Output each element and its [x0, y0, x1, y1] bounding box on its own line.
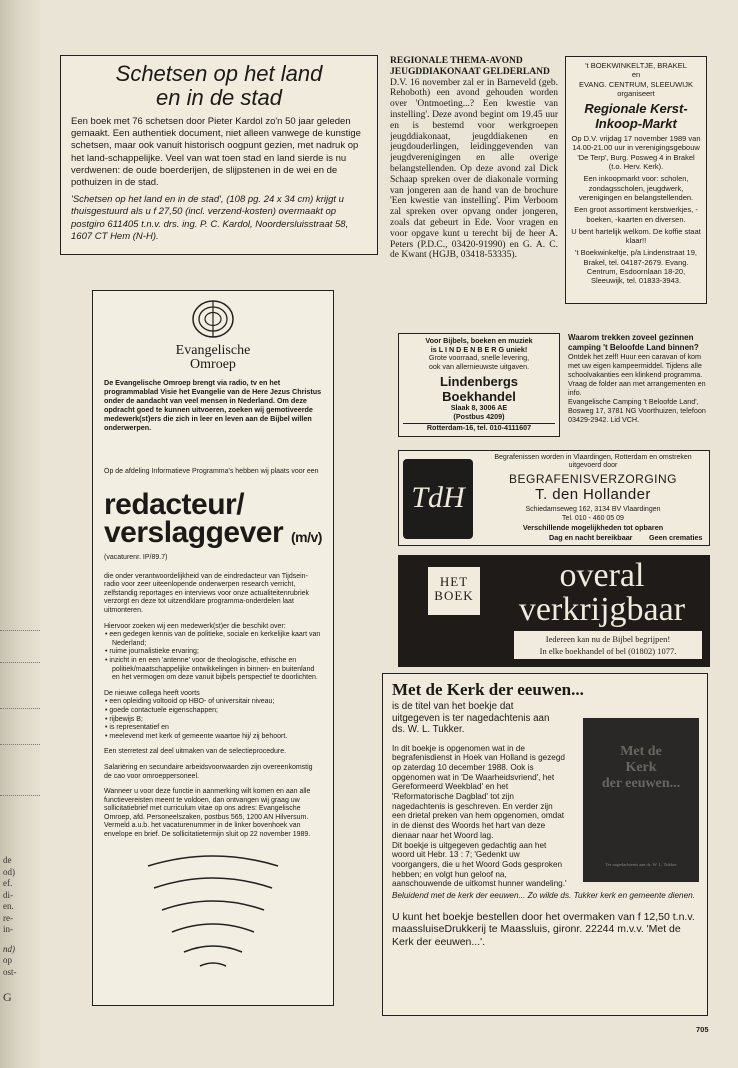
eo-logo [104, 299, 322, 372]
hetboek-logo: HET BOEK [428, 567, 480, 615]
hollander-logo: TdH [403, 459, 473, 539]
eo-requirements [104, 631, 322, 683]
hetboek-slogan: overal verkrijgbaar [518, 557, 686, 628]
list-item: • een gedegen kennis van de politieke, sociale en kerkelijke kaart van Nederland; [112, 631, 322, 648]
camping-address: Evangelische Camping 't Beloofde Land', Bosweg 17, 3781 NG Voorthuizen, telefoon 03429-2942. Lid VCH. [568, 397, 706, 424]
list-item: • goede contactuele eigenschappen; [112, 707, 322, 716]
schetsen-offer: 'Schetsen op het land en in de stad', (108 pg. 24 x 34 cm) krijgt u thuisgestuurd als u f 27,50 (incl. verzend-kosten) overmaakt op postgiro 611405 t.n.v. drs. ing. P. C. Kardol, Noordersluisstraat 58, 1607 CT Hem (N-H). [71, 194, 349, 242]
schetsen-title: Schetsen op het land en in de stad [115, 61, 323, 110]
kerst-title: Regionale Kerst- Inkoop-Markt [584, 101, 688, 132]
eo-job-title: redacteur/ verslaggever (m/v) [104, 488, 322, 550]
lindenberg-tagline: Voor Bijbels, boeken en muziek [425, 336, 533, 345]
lindenberg-address: Slaak 8, 3006 AE [450, 403, 508, 413]
spine-rule [0, 630, 40, 631]
spine-rule [0, 708, 40, 709]
spine-rule [0, 744, 40, 745]
hollander-text: Begrafenissen worden in Vlaardingen, Rotterdam en omstreken uitgevoerd door BEGRAFENISVERZORGING T. den Hollander Schiedamseweg 162, 3134 BV Vlaardingen Tel. 010 - 460 05 09 Verschillende mogelijkheden tot opbaren [494, 454, 692, 532]
spine-text: de od) ef. di- en. re- in- nd) op ost- G [3, 855, 17, 1004]
kerk-cover-title: Met de Kerk der eeuwen... [601, 744, 681, 791]
kerst-text: Op D.V. vrijdag 17 november 1989 van 14.00-21.00 uur in verenigingsgebouw 'De Terp', Burg. Posweg 4 in Brakel (t.o. Herv. Kerk). [571, 134, 701, 172]
eo-salary: Salariëring en secundaire arbeidsvoorwaarden zijn overeenkomstig de cao voor omroeppersoneel. [104, 763, 313, 780]
list-item: • rijbewijs B; [112, 716, 322, 725]
eo-swirl-icon [138, 854, 288, 970]
lindenberg-address: (Postbus 4209) [453, 411, 505, 421]
hetboek-ad [398, 555, 710, 667]
kerst-header: EVANG. CENTRUM, SLEEUWIJK [578, 79, 694, 89]
thema-body: D.V. 16 november zal er in Barneveld (geb. Rehoboth) een avond gehouden worden over 'Ontmoeting...? Een kwestie van instelling'. Deze avond begint om 19.45 uur en is bestemd voor werkgroepen jeugddiakonaat, jeugddiakenen en jeugdouderlingen, leidinggevenden van jeugdverenigingen en alle overige belangstellenden. Op deze avond zal Dick Schaap spreken over de diakonale vorming van jongeren aan de hand van de brochure 'Een kwestie van instelling'. Pim Verboom zal spreken over opvang onder jongeren, zoals dat gebeurt in Ede. Voor vragen en voor opgave kunt u terecht bij de heer A. Peters (P.D.C., 03420-91990) en G. A. C. de Kwant (HGJB, 03418-53335). [390, 77, 558, 261]
lindenberg-address: Rotterdam-16, tel. 010-4111607 [403, 423, 555, 433]
kerst-text: Een inkoopmarkt voor: scholen, zondagsscholen, jeugdwerk, verenigingen en belangstellenden. [578, 174, 694, 202]
eo-logo-icon [191, 299, 235, 339]
kerk-intro: is de titel van het boekje dat uitgegeven is ter nagedachtenis aan ds. W. L. Tukker. [392, 701, 550, 735]
thema-heading: REGIONALE THEMA-AVOND JEUGDDIAKONAAT GELDERLAND [390, 56, 550, 77]
kerst-text: U bent hartelijk welkom. De koffie staat klaar!! [571, 226, 701, 246]
kerst-header: 't BOEKWINKELTJE, BRAKEL [585, 61, 687, 70]
list-item: • ruime journalistieke ervaring; [112, 648, 322, 657]
kerk-order: U kunt het boekje bestellen door het overmaken van f 12,50 t.n.v. maassluiseDrukkerij te Maassluis, gironr. 22244 m.v.v. 'Met de Kerk der eeuwen...'. [392, 910, 695, 948]
eo-lead: Op de afdeling Informatieve Programma's hebben wij plaats voor een [104, 468, 319, 476]
list-item: • is representatief en [112, 724, 322, 733]
kerk-tail: Beluidend met de kerk der eeuwen... Zo wilde ds. Tukker kerk en gemeente dienen. [392, 891, 695, 901]
kerk-book-cover [583, 718, 699, 882]
kerk-ad [382, 673, 708, 1016]
eo-vacancy-number: (vacaturenr. IP/89.7) [104, 554, 168, 562]
page-number: 705 [696, 1025, 709, 1034]
eo-apply: Wanneer u voor deze functie in aanmerking wilt komen en aan alle functievereisten meent te voldoen, dan ontvangen wij graag uw sollicitatiebrief met curriculum vitae op ons adres: Evangelische Omroep, afd. Personeelszaken, postbus 565, 1200 AN Hilversum. Vermeld a.u.b. het vacaturenummer in de linker bovenhoek van envelope en brief. De sollicitatietermijn sluit op 22 november 1989. [104, 788, 311, 839]
kerk-cover-caption: Ter nagedachtenis aan ds. W. L. Tukker [605, 862, 677, 867]
eo-colleague: De nieuwe collega heeft voorts [104, 689, 200, 697]
camping-body: Ontdek het zelf! Huur een caravan of kom met uw eigen kampeermiddel. Tijdens alle schoolvakanties een klinkend programma. Vraag de folder aan met arrangementen en info. [568, 352, 706, 397]
schetsen-ad [60, 55, 378, 255]
list-item: • een opleiding voltooid op HBO- of universitair niveau; [112, 698, 322, 707]
list-item: • meelevend met kerk of gemeente waartoe hij/ zij behoort. [112, 733, 322, 742]
kerst-ad [565, 56, 707, 304]
kerk-title: Met de Kerk der eeuwen... [392, 680, 584, 699]
eo-vacancy-ad [92, 290, 334, 1006]
lindenberg-ad [398, 333, 560, 437]
lindenberg-tagline: Grote voorraad, snelle levering, [428, 353, 530, 363]
kerk-body: Dit boekje is uitgegeven gedachtig aan het woord uit Hebr. 13 : 7; 'Gedenkt uw voorgangers, die u het Woord Gods gesproken hebben; en volgt hun geloof na, aanschouwende de uitkomst hunner wandeling.' [392, 840, 567, 889]
eo-intro: De Evangelische Omroep brengt via radio, tv en het programmablad Visie het Evangelie van de Here Jezus Christus onder de aandacht van veel mensen in Nederland. Om deze opdracht goed te kunnen uitvoeren, zoeken wij gemotiveerde medewerk(st)ers die zich in leer en leven aan de Bijbel willen onderwerpen. [104, 378, 322, 432]
hollander-geen: Geen crematies [649, 533, 703, 542]
hetboek-sub: Iedereen kan nu de Bijbel begrijpen! In elke boekhandel of bel (01802) 1077. [514, 631, 702, 659]
lindenberg-tagline: is L I N D E N B E R G uniek! [430, 344, 528, 354]
hollander-day: Dag en nacht bereikbaar [549, 533, 633, 542]
eo-bottom-logo [104, 854, 322, 975]
kerst-header: en [631, 70, 641, 80]
camping-heading: Waarom trekken zoveel gezinnen camping 't Beloofde Land binnen? [568, 333, 699, 352]
eo-seek: Hiervoor zoeken wij een medewerk(st)er die beschikt over: [104, 622, 286, 630]
eo-logo-name: Evangelische Omroep [175, 343, 251, 372]
begrafenis-ad [398, 450, 710, 546]
kerst-header: organiseert [617, 88, 655, 98]
spine-rule [0, 795, 40, 796]
schetsen-body: Een boek met 76 schetsen door Pieter Kardol zo'n 50 jaar geleden gemaakt. Een authentiek document, niet alleen vanwege de kunstige schetsen, maar ook vanuit historisch oogpunt gezien, met nadruk op het land-schappelijke. Veel van wat toen stad en land sierde is nu verdwenen: de oude boerderijen, de slijpstenen in de wei en de pothuizen in de stad. [71, 116, 361, 189]
lindenberg-name: Lindenbergs Boekhandel [439, 374, 518, 405]
camping-ad [568, 333, 708, 435]
page-spine [0, 0, 40, 1068]
eo-test: Een sterretest zal deel uitmaken van de selectieprocedure. [104, 748, 287, 756]
lindenberg-tagline: ook van allernieuwste uitgaven. [428, 361, 530, 371]
thema-article [390, 56, 558, 288]
eo-description: die onder verantwoordelijkheid van de eindredacteur van Tijdsein-radio voor zeer uiteenlopende onderwerpen research verricht, zelfstandig reportages en interviews voor onze actualiteitenrubriek verzorgt en deze tot uitzendklare programma-onderdelen laat uitmonteren. [104, 572, 310, 614]
eo-requirements-2 [104, 698, 322, 741]
kerst-text: 't Boekwinkeltje, p/a Lindenstraat 19, Brakel, tel. 04187-2679. Evang. Centrum, Esdoornlaan 18-20, Sleeuwijk, tel. 01833-3943. [575, 248, 697, 286]
spine-rule [0, 662, 40, 663]
list-item: • inzicht in en een 'antenne' voor de theologische, ethische en politiek/maatschappelijke ontwikkelingen in binnen- en buitenland en het vermogen om deze vanuit bijbels perspectief te doorlichten. [112, 657, 322, 683]
kerk-body: In dit boekje is opgenomen wat in de begrafenisdienst in Hoek van Holland is gezegd op zaterdag 10 december 1988. Ook is opgenomen wat in 'De Waarheidsvriend', het Gereformeerd Weekblad' en het 'Reformatorische Dagblad' tot zijn nagedachtenis is geschreven. En verder zijn een drietal preken van hem opgenomen, omdat in de dienst des Woords het hart van deze dienaar naar het Woord lag. [392, 743, 565, 840]
kerst-text: Een groot assortiment kerstwerkjes, -boeken, -kaarten en diversen. [574, 205, 698, 224]
